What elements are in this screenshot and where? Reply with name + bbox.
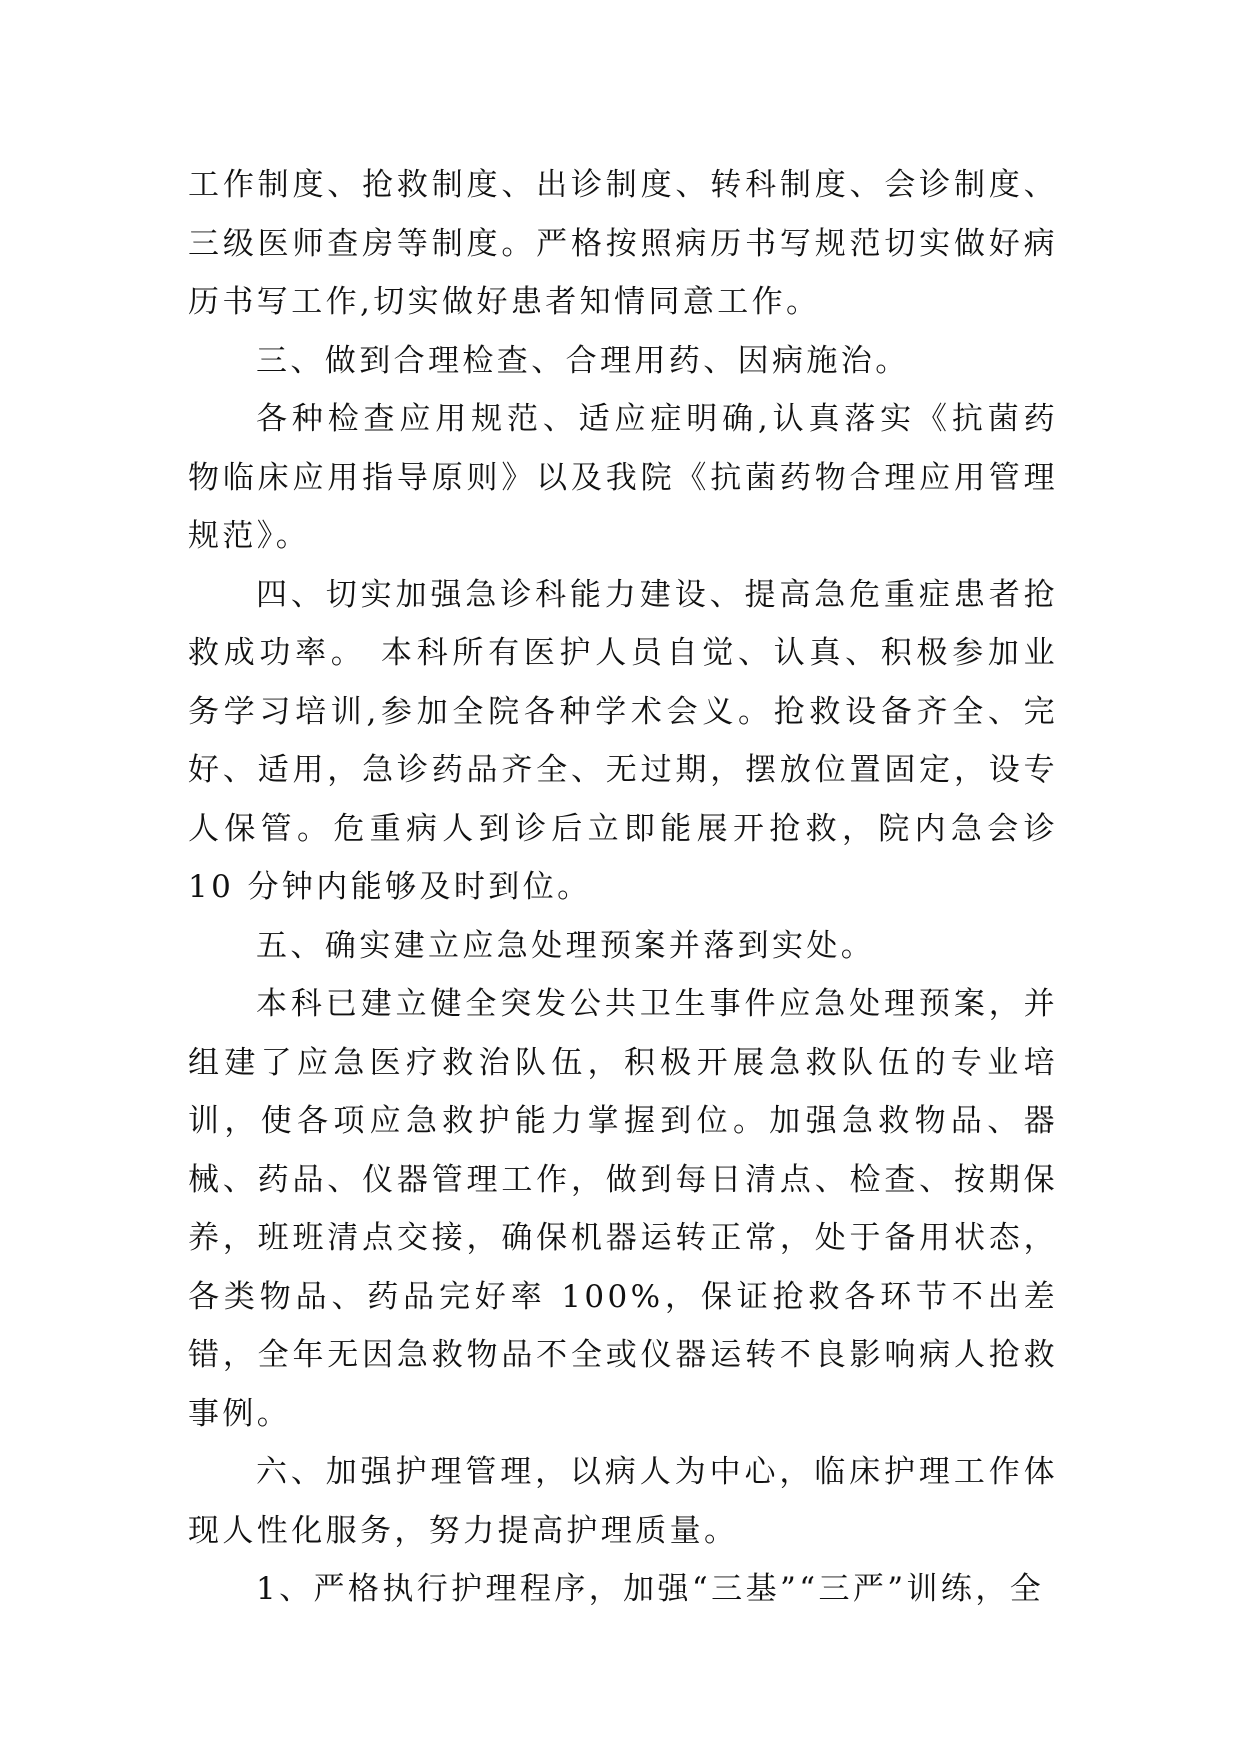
heading-section-5: 五、确实建立应急处理预案并落到实处。 (256, 927, 876, 964)
paragraph-continued-rules: 工作制度、抢救制度、出诊制度、转科制度、会诊制度、三级医师查房等制度。严格按照病历书写规范切实做好病历书写工作,切实做好患者知情同意工作。 (188, 167, 1058, 320)
paragraph-item-1: 1、严格执行护理程序，加强“三基”“三严”训练，全 (256, 1571, 1045, 1607)
paragraph-antibiotics: 各种检查应用规范、适应症明确,认真落实《抗菌药物临床应用指导原则》以及我院《抗菌药物合理应用管理规范》。 (188, 401, 1058, 554)
paragraph-section-4: 四、切实加强急诊科能力建设、提高急危重症患者抢救成功率。 本科所有医护人员自觉、认真、积极参加业务学习培训,参加全院各种学术会义。抢救设备齐全、完好、适用，急诊药品齐全、无过期，摆放位置固定，设专人保管。危重病人到诊后立即能展开抢救，院内急会诊 10 分钟内能够及时到位。 (188, 576, 1058, 905)
paragraph-emergency-plan: 本科已建立健全突发公共卫生事件应急处理预案，并组建了应急医疗救治队伍，积极开展急救队伍的专业培训，使各项应急救护能力掌握到位。加强急救物品、器械、药品、仪器管理工作，做到每日清点、检查、按期保养，班班清点交接，确保机器运转正常，处于备用状态，各类物品、药品完好率 100%，保证抢救各环节不出差错，全年无因急救物品不全或仪器运转不良影响病人抢救事例。 (188, 986, 1058, 1432)
heading-section-3: 三、做到合理检查、合理用药、因病施治。 (256, 342, 910, 379)
paragraph-section-6: 六、加强护理管理，以病人为中心，临床护理工作体现人性化服务，努力提高护理质量。 (188, 1454, 1058, 1549)
document-body (188, 156, 1058, 1619)
